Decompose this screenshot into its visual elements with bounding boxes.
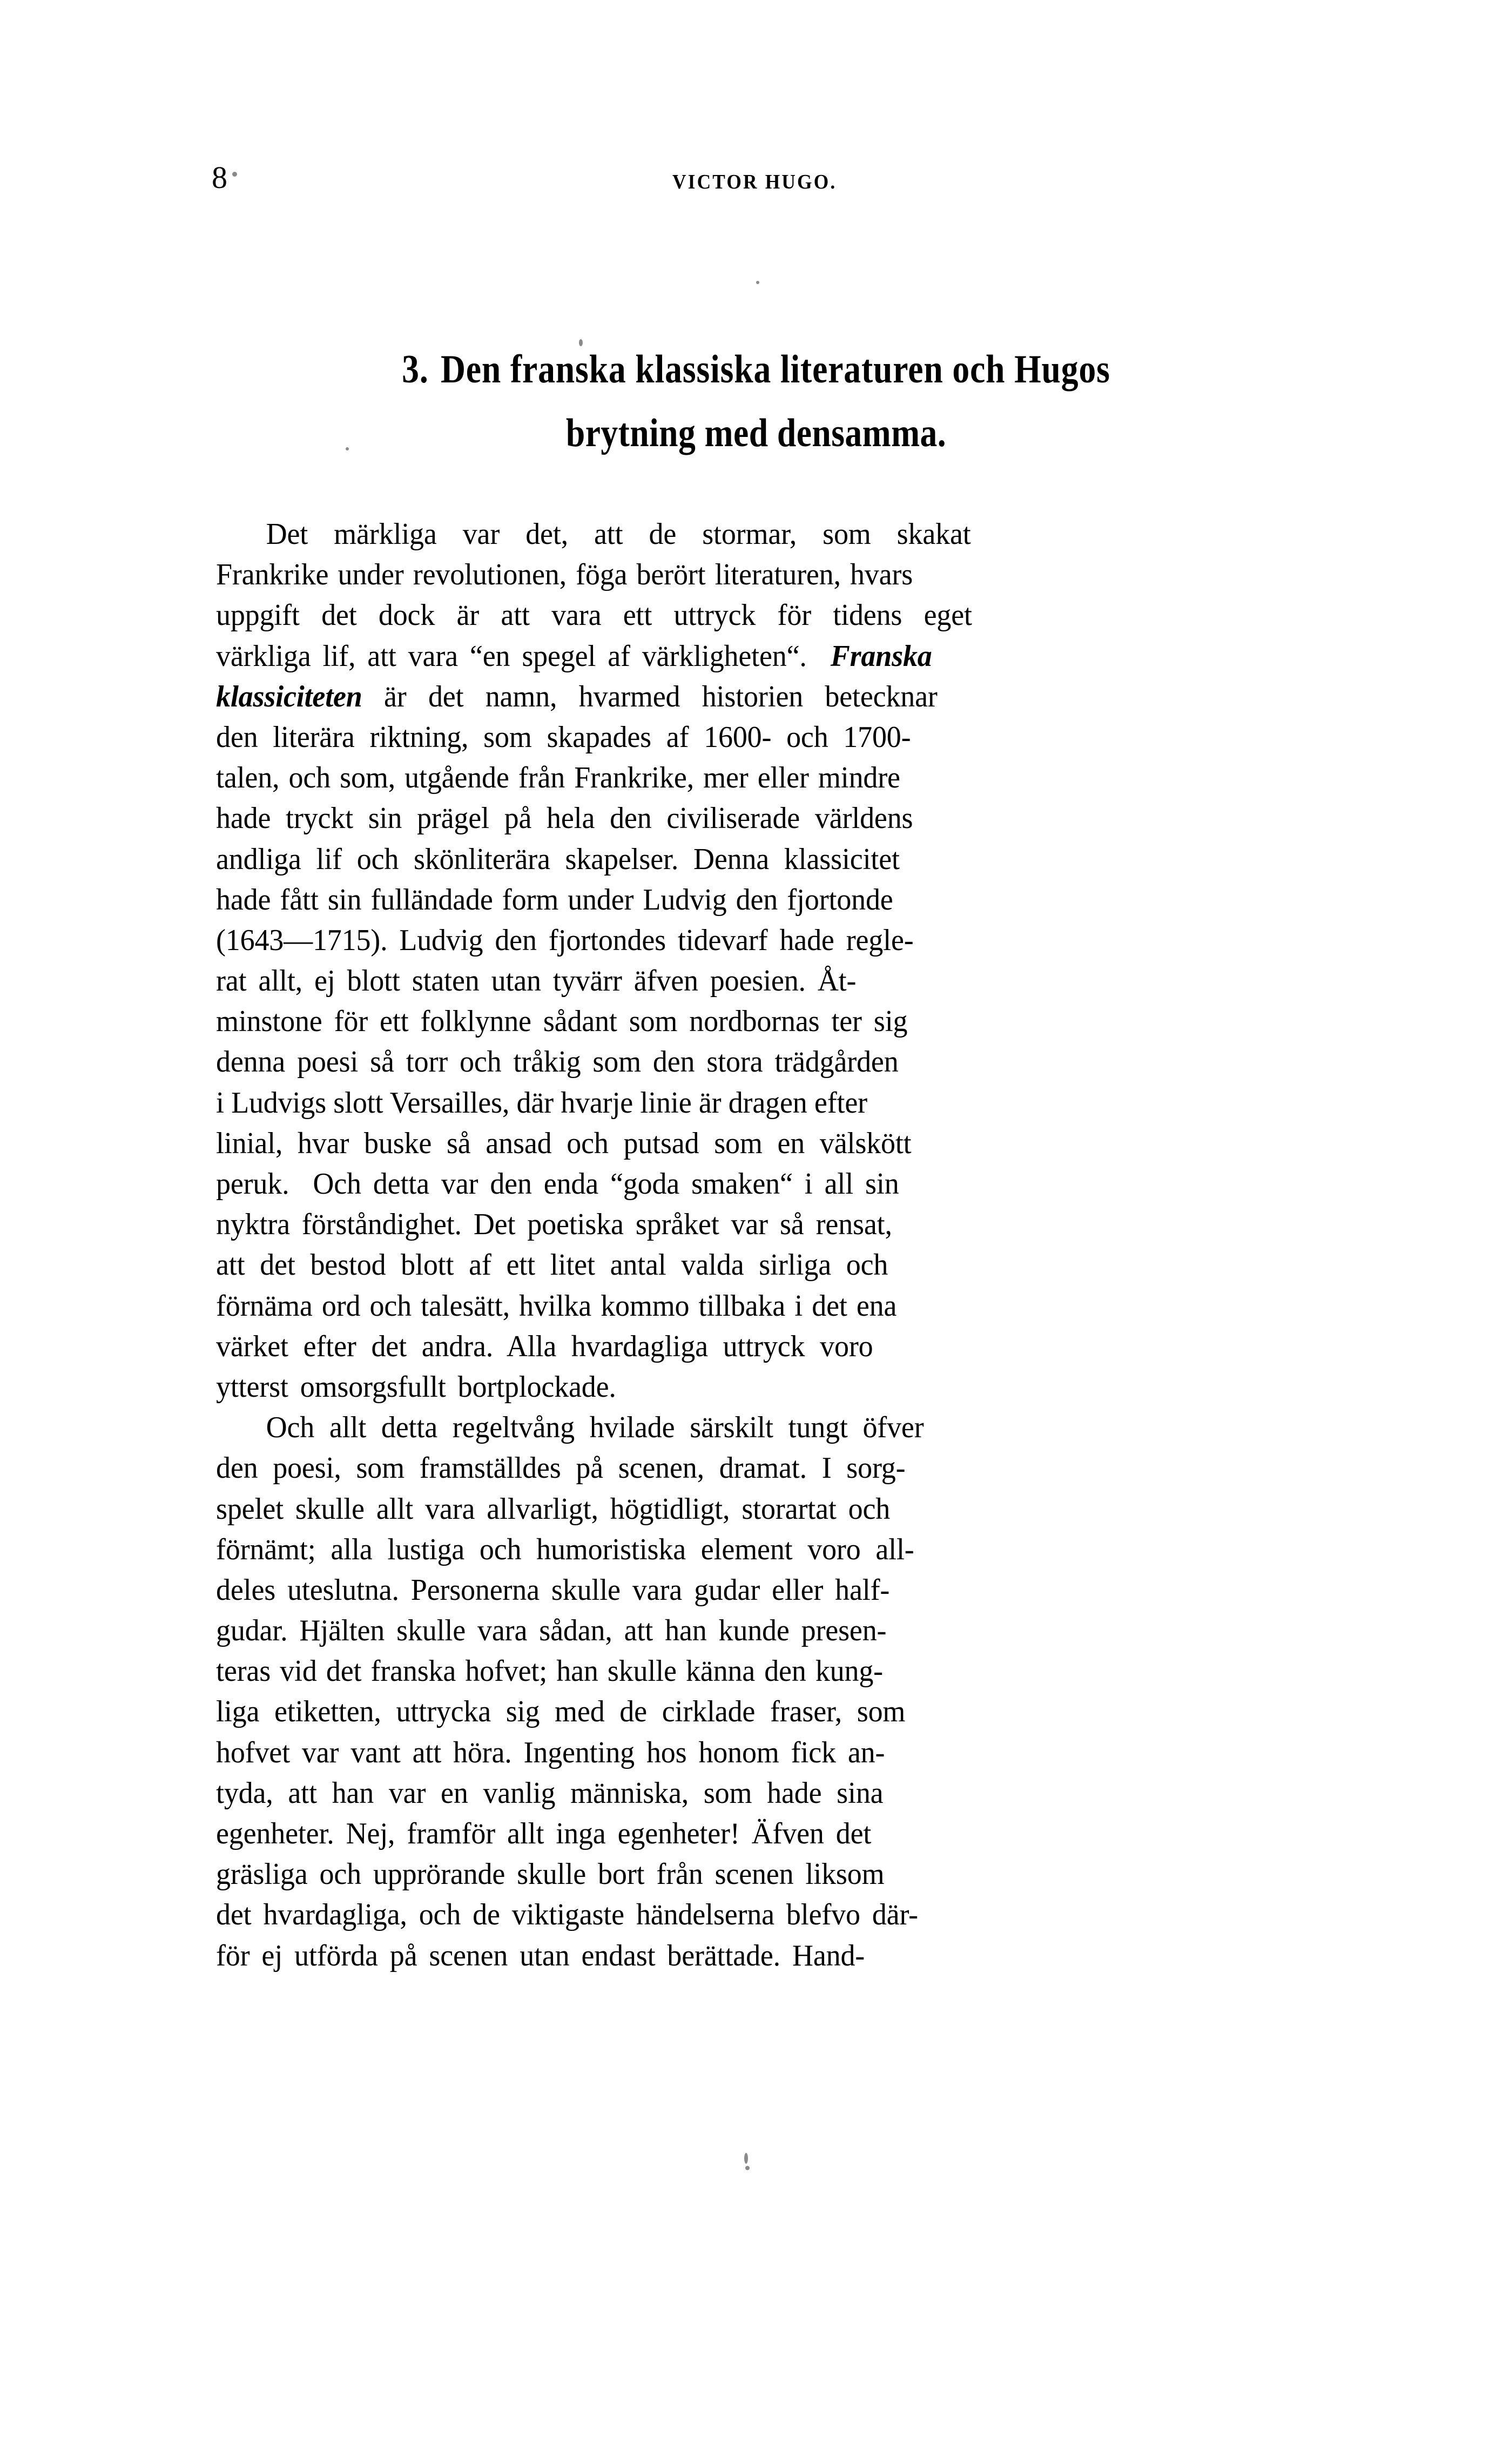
scan-speck xyxy=(232,172,237,177)
text-line: liga etiketten, uttrycka sig med de cirklade fraser, som xyxy=(216,1695,906,1729)
text-line: peruk. Och detta var den enda “goda smaken“ i all sin xyxy=(216,1167,899,1201)
text-line: värket efter det andra. Alla hvardagliga uttryck voro xyxy=(216,1329,873,1363)
chapter-number: 3. xyxy=(402,347,429,392)
text-line: värkliga lif, att vara “en spegel af värkligheten“. Franska xyxy=(216,639,932,673)
text-line: egenheter. Nej, framför allt inga egenheter! Äfven det xyxy=(216,1817,872,1850)
text-line: minstone för ett folklynne sådant som nordbornas ter sig xyxy=(216,1005,908,1039)
text-line: gudar. Hjälten skulle vara sådan, att han kunde presen- xyxy=(216,1614,887,1648)
text-line: teras vid det franska hofvet; han skulle känna den kung- xyxy=(216,1654,883,1688)
chapter-heading xyxy=(216,338,1296,465)
scan-speck xyxy=(756,281,759,284)
text-line: Frankrike under revolutionen, föga berört literaturen, hvars xyxy=(216,558,913,592)
text-line: den poesi, som framställdes på scenen, dramat. I sorg- xyxy=(216,1451,906,1485)
text-line: (1643—1715). Ludvig den fjortondes tidevarf hade regle- xyxy=(216,923,914,957)
text-line: förnämt; alla lustiga och humoristiska element voro all- xyxy=(216,1532,914,1566)
chapter-heading-line-2: brytning med densamma. xyxy=(565,411,947,455)
text-line: Och allt detta regeltvång hvilade särskilt tungt öfver xyxy=(266,1411,924,1445)
page-number: 8 xyxy=(212,160,228,195)
text-line: spelet skulle allt vara allvarligt, högtidligt, storartat och xyxy=(216,1492,891,1526)
text-line: i Ludvigs slott Versailles, där hvarje linie är dragen efter xyxy=(216,1086,867,1120)
scan-speck xyxy=(744,2153,748,2164)
text-line: rat allt, ej blott staten utan tyvärr äfven poesien. Åt- xyxy=(216,964,857,998)
chapter-title-text-1: Den franska klassiska literaturen och Hugos xyxy=(440,347,1110,392)
text-line: den literära riktning, som skapades af 1600- och 1700- xyxy=(216,720,911,754)
chapter-heading-line-1 xyxy=(292,338,1221,401)
running-head-title: VICTOR HUGO. xyxy=(672,171,837,193)
text-line: uppgift det dock är att vara ett uttryck för tidens eget xyxy=(216,598,972,632)
text-line: förnäma ord och talesätt, hvilka kommo tillbaka i det ena xyxy=(216,1289,897,1323)
text-line: denna poesi så torr och tråkig som den stora trädgården xyxy=(216,1045,899,1079)
text-line: att det bestod blott af ett litet antal valda sirliga och xyxy=(216,1248,888,1282)
text-line: ytterst omsorgsfullt bortplockade. xyxy=(216,1370,616,1404)
text-line: för ej utförda på scenen utan endast berättade. Hand- xyxy=(216,1938,865,1972)
text-line: det hvardagliga, och de viktigaste händelserna blefvo där- xyxy=(216,1898,918,1932)
running-header xyxy=(0,162,1510,211)
scan-speck xyxy=(745,2166,750,2170)
text-line: tyda, att han var en vanlig människa, som hade sina xyxy=(216,1776,884,1810)
text-line: Det märkliga var det, att de stormar, som skakat xyxy=(266,517,971,551)
text-line: deles uteslutna. Personerna skulle vara gudar eller half- xyxy=(216,1573,890,1607)
scan-speck xyxy=(579,339,583,346)
scan-speck xyxy=(346,447,349,450)
text-line: linial, hvar buske så ansad och putsad som en välskött xyxy=(216,1126,912,1160)
italic-term-klassiciteten: klassiciteten xyxy=(216,679,362,713)
body-text xyxy=(216,514,1302,1976)
text-line: nyktra förståndighet. Det poetiska språket var så rensat, xyxy=(216,1208,892,1242)
text-line: andliga lif och skönliterära skapelser. Denna klassicitet xyxy=(216,842,900,876)
text-line: klassiciteten är det namn, hvarmed historien betecknar xyxy=(216,679,938,713)
text-line: hade tryckt sin prägel på hela den civiliserade världens xyxy=(216,802,913,836)
text-line: hofvet var vant att höra. Ingenting hos honom fick an- xyxy=(216,1735,885,1769)
text-line: gräsliga och upprörande skulle bort från scenen liksom xyxy=(216,1857,885,1891)
italic-term-franska: Franska xyxy=(830,639,932,673)
text-line: hade fått sin fulländade form under Ludvig den fjortonde xyxy=(216,883,893,917)
text-line: talen, och som, utgående från Frankrike, mer eller mindre xyxy=(216,761,900,795)
